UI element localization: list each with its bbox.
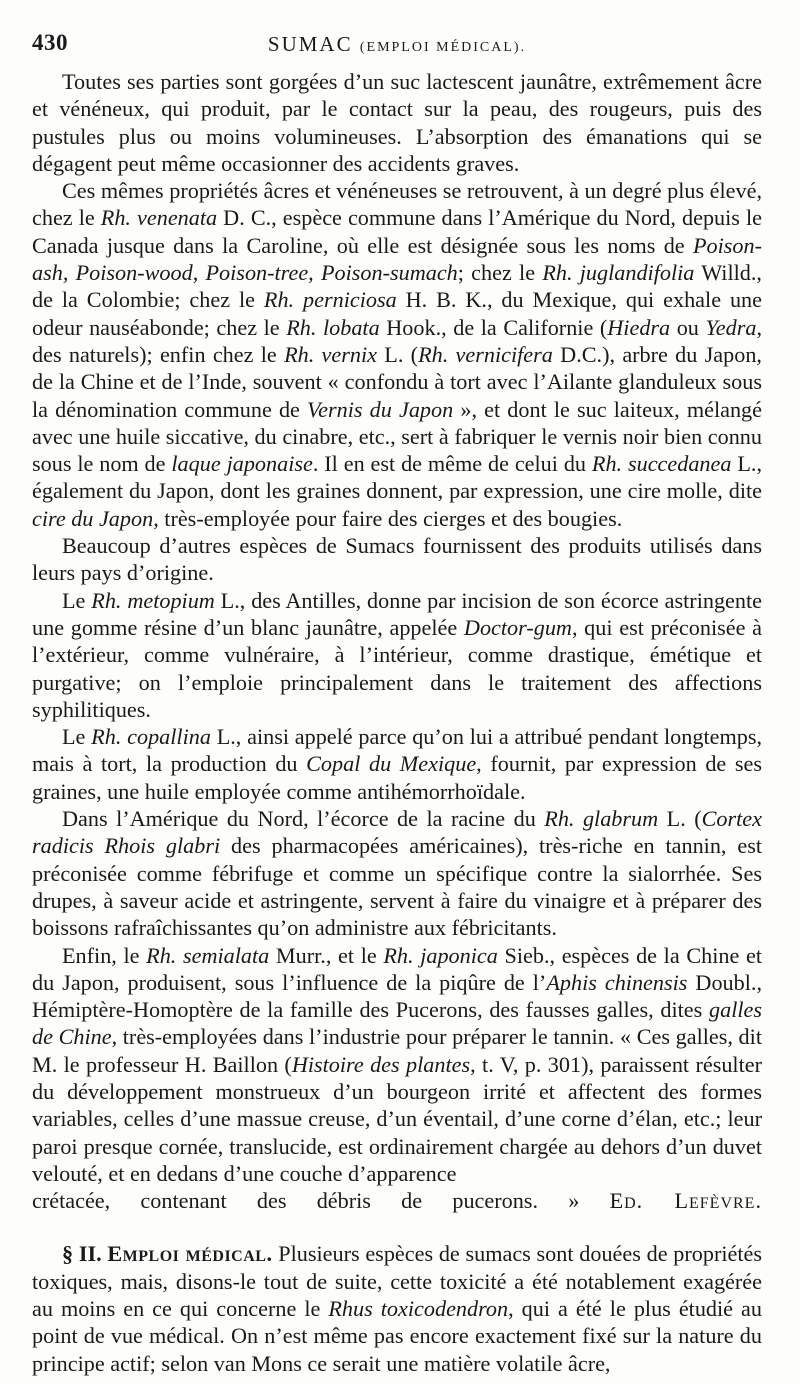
italic-run: Rh. succedanea [591,451,732,477]
closing-text: crétacée, contenant des débris de pucerons. » [32,1188,580,1214]
italic-run: Rh. vernicifera [418,341,553,367]
text-run: Le [62,724,92,750]
italic-run: Doctor-gum [463,614,572,640]
italic-run: cire du Japon [32,505,154,531]
italic-run: Rh. juglandifolia [542,260,695,286]
italic-run: Rh. japonica [383,942,498,968]
text-run: H. B. K., du Mexique, qui exhale une odeur nauséabonde; chez le [32,287,762,340]
text-run: L. ( [658,806,702,832]
text-run: , qui est préconisée à l’extérieur, comme vulnéraire, à l’intérieur, comme drastique, émétique et purgative; on l’emploie principalement dans le traitement des affections syphilitiques. [32,614,762,722]
author-signature: Ed. Lefèvre. [609,1188,762,1214]
text-run: Willd., de la Colombie; chez le [32,260,762,313]
section-heading: Emploi médical. [107,1241,273,1267]
running-title-sub: (EMPLOI MÉDICAL). [359,40,527,55]
italic-run: laque japonaise [171,451,313,477]
italic-run: Rh. venenata [100,205,218,231]
running-title-main: SUMAC [267,32,353,56]
text-run: Enfin, le [62,942,147,968]
text-run: Doubl., Hémiptère-Homoptère de la famille des Pucerons, des fausses galles, dites [32,969,762,1023]
text-run: D. C., espèce commune dans l’Amérique du Nord, depuis le Canada jusque dans la Caroline, où elle est désignée sous les noms de [32,205,763,258]
italic-run: Vernis du Japon [307,396,454,422]
paragraph [32,532,762,587]
text-run: Ces mêmes propriétés âcres et vénéneuses se retrouvent, à un degré plus élevé, chez le [32,178,762,231]
text-run: L., également du Japon, dont les graines donnent, par expression, une cire molle, dite [32,451,762,504]
text-run: , très-employée pour faire des cierges et des bougies. [153,505,623,531]
text-run: . Il en est de même de celui du [312,451,592,477]
body-text [32,68,762,1377]
text-run: Hook., de la Californie ( [379,314,608,340]
italic-run: Rh. metopium [91,587,215,613]
text-run: Beaucoup d’autres espèces de Sumacs fournissent des produits utilisés dans leurs pays d’origine. [32,533,762,586]
text-run: , qui a été le plus étudié au point de vue médical. On n’est même pas encore exactement fixé sur la nature du principe actif; selon van Mons ce serait une matière volatile âcre, [32,1296,762,1376]
paragraph [32,68,762,177]
section-gap [32,1214,762,1240]
text-run: Le [62,587,92,613]
page-number: 430 [32,30,68,55]
italic-run: Hiedra [607,314,671,340]
italic-run: Rhus toxicodendron [328,1296,509,1322]
italic-run: Rh. glabrum [544,806,659,832]
section-mark: § II. [62,1241,102,1267]
italic-run: Yedra [705,314,757,340]
running-head [32,30,762,68]
text-run: ; chez le [457,260,543,286]
italic-run: Histoire des plantes [291,1051,471,1077]
text-run: Plusieurs espèces de sumacs sont douées de propriétés toxiques, mais, disons-le tout de suite, cette toxicité a été notablement exagérée au moins en ce qui concerne le [32,1241,762,1322]
text-run: L., ainsi appelé parce qu’on lui a attribué pendant longtemps, mais à tort, la production du [32,724,763,777]
running-title [32,32,762,57]
text-run: Toutes ses parties sont gorgées d’un suc lactescent jaunâtre, extrêmement âcre et vénéneux, qui produit, par le contact sur la peau, des rougeurs, puis des pustules plus ou moins volumineuses. L’absorption des émanations qui se dégagent peut même occasionner des accidents graves. [32,69,762,176]
text-run: , très-employées dans l’industrie pour préparer le tannin. « Ces galles, dit M. le professeur H. Baillon ( [32,1024,762,1077]
text-run: , fournit, par expression de ses graines, une huile employée comme antihémorrhoïdale. [32,751,762,804]
text-run: Dans l’Amérique du Nord, l’écorce de la racine du [62,806,545,832]
italic-run: Rh. lobata [286,314,380,340]
text-run: D.C.), arbre du Japon, de la Chine et de l’Inde, souvent « confondu à tort avec l’Ailante glanduleux sous la dénomination commune de [32,341,762,422]
italic-run: Cortex radicis Rhois glabri [32,806,762,859]
italic-run: Aphis chinensis [546,969,688,995]
paragraph [32,177,762,532]
text-run: Sieb., espèces de la Chine et du Japon, produisent, sous l’influence de la piqûre de l’ [32,942,762,995]
italic-run: Rh. semialata [146,942,270,968]
text-run: L. ( [376,341,419,367]
paragraph [32,805,762,941]
paragraph [32,723,762,805]
italic-run: Copal du Mexique [306,751,477,777]
italic-run: Rh. vernix [284,341,377,367]
italic-run: galles de Chine [32,997,762,1050]
italic-run: Poison-ash, Poison-wood, Poison-tree, Poison-sumach [32,232,762,286]
text-run: ou [670,314,706,340]
text-run: , des naturels); enfin chez le [32,314,763,367]
closing-line [32,1187,762,1214]
text-run: , t. V, p. 301), paraissent résulter du développement monstrueux d’un bourgeon irrité et affectent des formes variables, celles d’une massue creuse, d’un éventail, d’une corne d’élan, etc.; leur paroi presque cornée, translucide, est ordinairement chargée au dehors d’un duvet velouté, et en dedans d’une couche d’apparence [32,1051,762,1186]
paragraph [32,942,762,1188]
section-paragraph [32,1240,762,1376]
text-run: », et dont le suc laiteux, mélangé avec une huile siccative, du cinabre, etc., sert à fabriquer le vernis noir bien connu sous le nom de [32,396,762,477]
text-run: Murr., et le [269,942,384,968]
italic-run: Rh. copallina [91,724,211,750]
paragraph [32,587,762,723]
italic-run: Rh. perniciosa [263,287,397,313]
paragraphs [32,68,762,1187]
text-run: L., des Antilles, donne par incision de son écorce astringente une gomme résine d’un blanc jaunâtre, appelée [32,587,762,640]
text-run: des pharmacopées américaines), très-riche en tannin, est préconisée comme fébrifuge et comme un spécifique contre la sialorrhée. Ses drupes, à saveur acide et astringente, servent à faire du vinaigre et à préparer des boissons rafraîchissantes qu’on administre aux fébricitants. [32,833,762,941]
